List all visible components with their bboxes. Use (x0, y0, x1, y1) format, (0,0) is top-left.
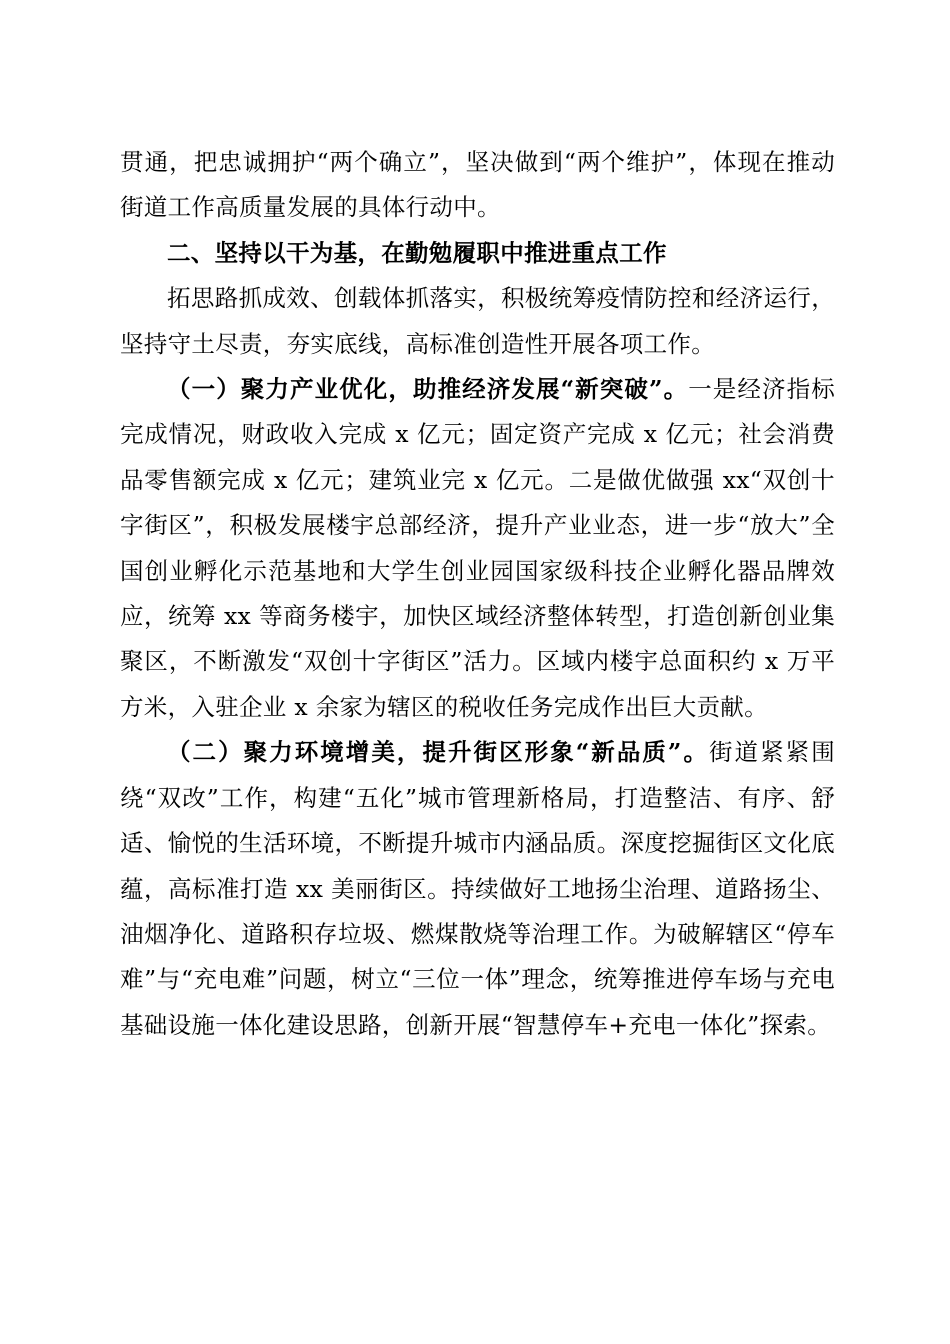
subsection-environment-body: 街道紧紧围绕“双改”工作，构建“五化”城市管理新格局，打造整洁、有序、舒适、愉悦的生活环境，不断提升城市内涵品质。深度挖掘街区文化底蕴，高标准打造 xx 美丽街区。持续做好工地扬尘治理、道路扬尘、油烟净化、道路积存垃圾、燃煤散烧等治理工作。为破解辖区“停车难”与“充电难”问题，树立“三位一体”理念，统筹推进停车场与充电基础设施一体化建设思路，创新开展“智慧停车+充电一体化”探索。 (120, 738, 835, 1039)
subsection-environment-paragraph (120, 730, 835, 1048)
subsection-industry-paragraph (120, 367, 835, 730)
section-intro-paragraph: 拓思路抓成效、创载体抓落实，积极统筹疫情防控和经济运行，坚持守土尽责，夯实底线，高标准创造性开展各项工作。 (120, 284, 835, 358)
subsection-environment-title: （二）聚力环境增美，提升街区形象“新品质”。 (167, 738, 710, 767)
subsection-industry-body: 一是经济指标完成情况，财政收入完成 x 亿元；固定资产完成 x 亿元；社会消费品零售额完成 x 亿元；建筑业完 x 亿元。二是做优做强 xx“双创十字街区”，积极发展楼宇总部经济，提升产业业态，进一步“放大”全国创业孵化示范基地和大学生创业园国家级科技企业孵化器品牌效应，统筹 xx 等商务楼宇，加快区域经济整体转型，打造创新创业集聚区，不断激发“双创十字街区”活力。区域内楼宇总面积约 x 万平方米，入驻企业 x 余家为辖区的税收任务完成作出巨大贡献。 (120, 375, 835, 721)
subsection-industry-title: （一）聚力产业优化，助推经济发展“新突破”。 (167, 375, 689, 404)
paragraph-continuation: 贯通，把忠诚拥护“两个确立”，坚决做到“两个维护”，体现在推动街道工作高质量发展的具体行动中。 (120, 148, 835, 222)
document-page (120, 140, 835, 1048)
section-heading: 二、坚持以干为基，在勤勉履职中推进重点工作 (167, 238, 667, 267)
